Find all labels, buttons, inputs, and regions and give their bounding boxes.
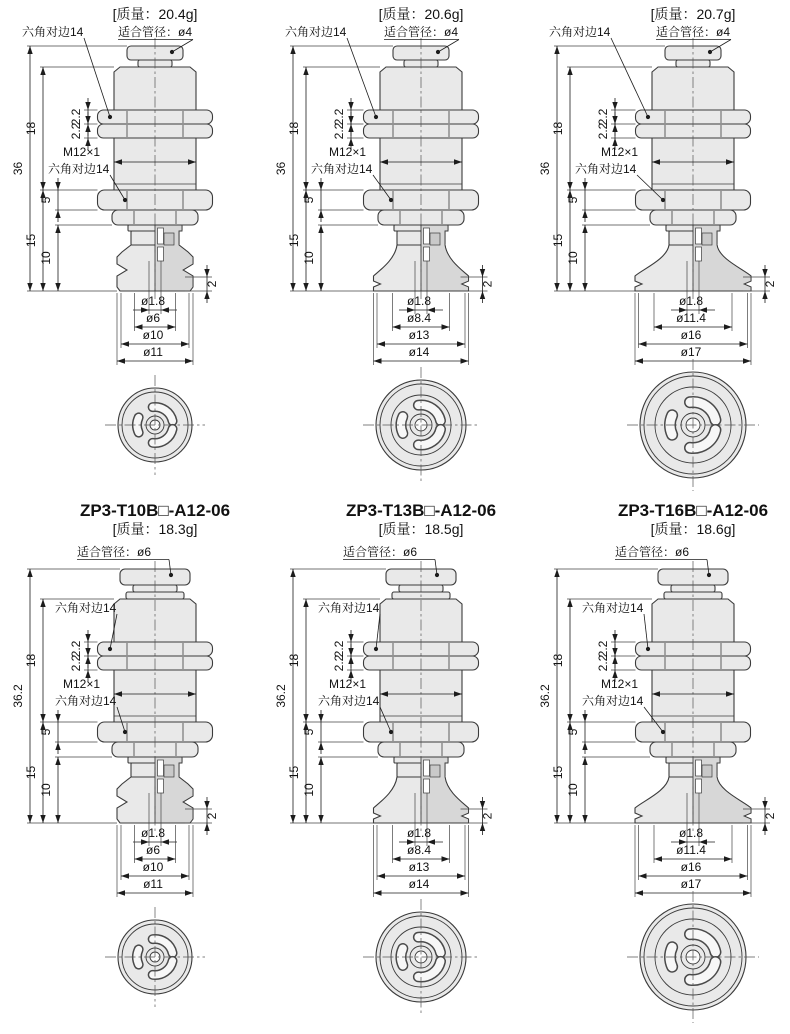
figure-top-right xyxy=(527,0,790,505)
pad-slot-inner xyxy=(137,949,139,964)
arrowhead xyxy=(612,634,617,642)
arrowhead xyxy=(303,815,308,823)
bottom-view xyxy=(627,891,759,1023)
arrowhead xyxy=(567,599,572,607)
arrowhead xyxy=(348,634,353,642)
leader-dot xyxy=(435,573,439,577)
vacuum-channel xyxy=(696,779,702,793)
arrowhead xyxy=(612,648,617,656)
lip-height-dim: 2 xyxy=(763,280,777,288)
leader-dot xyxy=(389,730,393,734)
vacuum-channel xyxy=(158,228,164,244)
hex-flats-label: 六角对边14 xyxy=(549,25,611,39)
arrowhead xyxy=(85,102,90,110)
arrowhead xyxy=(654,324,662,329)
diameter-dim: ø1.8 xyxy=(678,826,704,840)
arrowhead xyxy=(303,182,308,190)
arrowhead xyxy=(457,873,465,878)
hex-flats-label: 六角对边14 xyxy=(575,162,637,176)
diameter-dim: ø13 xyxy=(408,328,430,342)
diameter-dim: ø6 xyxy=(145,311,161,325)
arrowhead xyxy=(743,358,751,363)
arrowhead xyxy=(567,283,572,291)
arrowhead xyxy=(567,714,572,722)
arrowhead xyxy=(303,599,308,607)
arrowhead xyxy=(27,569,32,577)
side-view xyxy=(98,38,213,299)
vacuum-channel xyxy=(696,247,702,261)
hex-flats-label: 六角对边14 xyxy=(285,25,347,39)
arrowhead xyxy=(40,182,45,190)
diameter-dim: ø16 xyxy=(680,860,702,874)
arrowhead xyxy=(582,815,587,823)
arrowhead xyxy=(442,324,450,329)
arrowhead xyxy=(554,815,559,823)
body-length-dim: 18 xyxy=(287,653,301,668)
cup-length-dim: 10 xyxy=(566,251,580,265)
vacuum-channel xyxy=(424,228,430,244)
arrowhead xyxy=(181,873,189,878)
diameter-dim: ø11.4 xyxy=(676,311,706,325)
diameter-dim: ø16 xyxy=(680,328,702,342)
cup-length-dim: 10 xyxy=(39,783,53,797)
insert-block xyxy=(430,765,440,777)
bottom-view xyxy=(363,367,479,483)
diameter-dim: ø8.4 xyxy=(406,311,432,325)
diameter-dim: ø14 xyxy=(408,877,430,891)
thread-label: M12×1 xyxy=(329,677,367,691)
arrowhead xyxy=(181,341,189,346)
arrowhead xyxy=(374,890,382,895)
arrowhead xyxy=(762,269,767,277)
diameter-dim: ø1.8 xyxy=(678,294,704,308)
nut-thickness-dim: 2.2 xyxy=(69,108,83,126)
bottom-view xyxy=(627,359,759,491)
arrowhead xyxy=(612,102,617,110)
figure-top-left xyxy=(0,0,263,505)
arrowhead xyxy=(318,283,323,291)
vacuum-channel xyxy=(696,760,702,776)
side-view xyxy=(635,38,751,299)
model-title: ZP3-T13B□-A12-06 xyxy=(345,501,497,520)
lower-length-dim: 15 xyxy=(24,765,38,780)
leader-dot xyxy=(123,198,127,202)
nut-thickness-dim: 2.2 xyxy=(69,122,83,140)
leader-dot xyxy=(708,50,712,54)
hex-height-dim: 5 xyxy=(39,728,53,736)
nut-thickness-dim: 2.2 xyxy=(332,640,346,658)
hex-height-dim: 5 xyxy=(302,196,316,204)
arrowhead xyxy=(303,283,308,291)
arrowhead xyxy=(740,341,748,346)
arrowhead xyxy=(567,67,572,75)
hex-flats-label: 六角对边14 xyxy=(318,694,380,708)
arrowhead xyxy=(40,815,45,823)
arrowhead xyxy=(290,283,295,291)
model-title: ZP3-T16B□-A12-06 xyxy=(617,501,769,520)
arrowhead xyxy=(582,210,587,218)
tube-size-label: 适合管径：ø4 xyxy=(656,25,731,39)
cup-length-dim: 10 xyxy=(302,783,316,797)
diameter-dim: ø11.4 xyxy=(676,843,706,857)
thread-label: M12×1 xyxy=(601,145,639,159)
arrowhead xyxy=(85,648,90,656)
side-view xyxy=(364,38,479,299)
diameter-dim: ø14 xyxy=(408,345,430,359)
tube-size-label: 适合管径：ø6 xyxy=(343,545,418,559)
arrowhead xyxy=(27,46,32,54)
figure-drawing xyxy=(527,0,790,500)
arrowhead xyxy=(762,823,767,831)
figure-bottom-center xyxy=(263,500,526,1034)
diameter-dim: ø6 xyxy=(145,843,161,857)
arrowhead xyxy=(635,890,643,895)
arrowhead xyxy=(740,873,748,878)
arrowhead xyxy=(318,757,323,765)
arrowhead xyxy=(55,815,60,823)
figure-drawing xyxy=(263,500,526,1034)
hex-flats-label: 六角对边14 xyxy=(318,601,380,615)
arrowhead xyxy=(303,714,308,722)
thread-label: M12×1 xyxy=(601,677,639,691)
nut-thickness-dim: 2.2 xyxy=(596,122,610,140)
lower-length-dim: 15 xyxy=(287,765,301,780)
arrowhead xyxy=(377,873,385,878)
arrowhead xyxy=(318,815,323,823)
insert-block xyxy=(164,765,174,777)
mass-label: [质量：18.5g] xyxy=(378,521,464,537)
diameter-dim: ø10 xyxy=(142,328,164,342)
arrowhead xyxy=(374,358,382,363)
arrowhead xyxy=(318,742,323,750)
arrowhead xyxy=(204,269,209,277)
arrowhead xyxy=(55,714,60,722)
arrowhead xyxy=(290,815,295,823)
arrowhead xyxy=(318,714,323,722)
lip-height-dim: 2 xyxy=(763,812,777,820)
arrowhead xyxy=(457,341,465,346)
arrowhead xyxy=(348,648,353,656)
arrowhead xyxy=(762,291,767,299)
leader-dot xyxy=(661,730,665,734)
arrowhead xyxy=(121,873,129,878)
hex-flats-label: 六角对边14 xyxy=(55,694,117,708)
arrowhead xyxy=(117,358,125,363)
overall-height-dim: 36 xyxy=(538,161,552,176)
leader-dot xyxy=(436,50,440,54)
tube-size-label: 适合管径：ø4 xyxy=(384,25,459,39)
mass-label: [质量：20.7g] xyxy=(650,6,736,22)
arrowhead xyxy=(480,823,485,831)
hex-height-dim: 5 xyxy=(566,728,580,736)
nut-thickness-dim: 2.2 xyxy=(596,640,610,658)
body-length-dim: 18 xyxy=(24,121,38,136)
arrowhead xyxy=(303,67,308,75)
leader-dot xyxy=(108,647,112,651)
arrowhead xyxy=(612,116,617,124)
insert-block xyxy=(430,233,440,245)
insert-block xyxy=(702,765,712,777)
arrowhead xyxy=(635,358,643,363)
lower-length-dim: 15 xyxy=(551,765,565,780)
arrowhead xyxy=(318,182,323,190)
arrowhead xyxy=(55,742,60,750)
arrowhead xyxy=(554,283,559,291)
nut-thickness-dim: 2.2 xyxy=(596,654,610,672)
arrowhead xyxy=(348,116,353,124)
arrowhead xyxy=(27,815,32,823)
diameter-dim: ø1.8 xyxy=(406,826,432,840)
arrowhead xyxy=(185,358,193,363)
arrowhead xyxy=(85,634,90,642)
diameter-dim: ø11 xyxy=(143,877,163,891)
arrowhead xyxy=(480,291,485,299)
overall-height-dim: 36.2 xyxy=(274,684,288,708)
hex-flats-label: 六角对边14 xyxy=(22,25,84,39)
arrowhead xyxy=(204,823,209,831)
diameter-dim: ø13 xyxy=(408,860,430,874)
mass-label: [质量：20.4g] xyxy=(112,6,198,22)
arrowhead xyxy=(724,856,732,861)
arrowhead xyxy=(582,283,587,291)
arrowhead xyxy=(290,569,295,577)
arrowhead xyxy=(161,307,169,312)
arrowhead xyxy=(85,116,90,124)
arrowhead xyxy=(27,283,32,291)
leader-dot xyxy=(707,573,711,577)
arrowhead xyxy=(55,757,60,765)
figure-bottom-left xyxy=(0,500,263,1034)
arrowhead xyxy=(168,324,176,329)
arrowhead xyxy=(40,67,45,75)
arrowhead xyxy=(567,182,572,190)
hex-height-dim: 5 xyxy=(566,196,580,204)
tube-size-label: 适合管径：ø6 xyxy=(615,545,690,559)
leader-dot xyxy=(123,730,127,734)
hex-flats-label: 六角对边14 xyxy=(55,601,117,615)
figure-bottom-right xyxy=(527,500,790,1034)
leader-dot xyxy=(646,115,650,119)
leader-dot xyxy=(374,115,378,119)
leader-dot xyxy=(108,115,112,119)
arrowhead xyxy=(654,856,662,861)
thread-label: M12×1 xyxy=(63,677,101,691)
arrowhead xyxy=(204,291,209,299)
diameter-dim: ø10 xyxy=(142,860,164,874)
mass-label: [质量：18.6g] xyxy=(650,521,736,537)
hex-flats-label: 六角对边14 xyxy=(582,601,644,615)
leader-dot xyxy=(646,647,650,651)
body-length-dim: 18 xyxy=(551,121,565,136)
figure-drawing xyxy=(263,0,526,500)
arrowhead xyxy=(461,358,469,363)
arrowhead xyxy=(185,890,193,895)
arrowhead xyxy=(442,856,450,861)
nut-thickness-dim: 2.2 xyxy=(69,654,83,672)
nut-thickness-dim: 2.2 xyxy=(69,640,83,658)
nut-thickness-dim: 2.2 xyxy=(332,122,346,140)
arrowhead xyxy=(582,757,587,765)
arrowhead xyxy=(639,873,647,878)
overall-height-dim: 36.2 xyxy=(11,684,25,708)
cup-length-dim: 10 xyxy=(39,251,53,265)
arrowhead xyxy=(582,225,587,233)
arrowhead xyxy=(582,714,587,722)
vacuum-channel xyxy=(696,228,702,244)
overall-height-dim: 36 xyxy=(274,161,288,176)
arrowhead xyxy=(724,324,732,329)
figure-drawing xyxy=(0,500,263,1034)
lip-height-dim: 2 xyxy=(480,280,495,288)
thread-label: M12×1 xyxy=(63,145,101,159)
model-title: ZP3-T10B□-A12-06 xyxy=(79,501,231,520)
pad-slot-inner xyxy=(137,417,139,432)
mass-label: [质量：18.3g] xyxy=(112,521,198,537)
lower-length-dim: 15 xyxy=(24,233,38,248)
leader-dot xyxy=(661,198,665,202)
vacuum-channel xyxy=(158,760,164,776)
side-view xyxy=(364,561,479,831)
vacuum-channel xyxy=(158,247,164,261)
arrowhead xyxy=(135,856,143,861)
diameter-dim: ø17 xyxy=(680,345,702,359)
arrowhead xyxy=(40,283,45,291)
figure-top-center xyxy=(263,0,526,505)
arrowhead xyxy=(135,324,143,329)
tube-size-label: 适合管径：ø4 xyxy=(118,25,193,39)
body-length-dim: 18 xyxy=(551,653,565,668)
lip-height-dim: 2 xyxy=(205,280,219,288)
arrowhead xyxy=(55,210,60,218)
arrowhead xyxy=(743,890,751,895)
figure-drawing xyxy=(0,0,263,500)
vacuum-channel xyxy=(424,247,430,261)
arrowhead xyxy=(40,599,45,607)
bottom-view xyxy=(105,375,205,475)
tube-size-label: 适合管径：ø6 xyxy=(77,545,152,559)
arrowhead xyxy=(161,839,169,844)
nut-thickness-dim: 2.2 xyxy=(596,108,610,126)
leader-dot xyxy=(389,198,393,202)
nut-thickness-dim: 2.2 xyxy=(332,654,346,672)
arrowhead xyxy=(318,210,323,218)
overall-height-dim: 36.2 xyxy=(538,684,552,708)
diameter-dim: ø1.8 xyxy=(140,294,166,308)
arrowhead xyxy=(377,341,385,346)
leader-dot xyxy=(374,647,378,651)
arrowhead xyxy=(40,714,45,722)
nut-thickness-dim: 2.2 xyxy=(332,108,346,126)
leader-dot xyxy=(169,573,173,577)
lower-length-dim: 15 xyxy=(551,233,565,248)
diameter-dim: ø1.8 xyxy=(140,826,166,840)
arrowhead xyxy=(554,46,559,54)
insert-block xyxy=(164,233,174,245)
cup-length-dim: 10 xyxy=(302,251,316,265)
arrowhead xyxy=(117,890,125,895)
arrowhead xyxy=(461,890,469,895)
hex-flats-label: 六角对边14 xyxy=(311,162,373,176)
side-view xyxy=(635,561,751,831)
arrowhead xyxy=(567,815,572,823)
hex-flats-label: 六角对边14 xyxy=(48,162,110,176)
arrowhead xyxy=(393,856,401,861)
arrowhead xyxy=(554,569,559,577)
vacuum-channel xyxy=(424,779,430,793)
arrowhead xyxy=(121,341,129,346)
hex-height-dim: 5 xyxy=(39,196,53,204)
arrowhead xyxy=(582,182,587,190)
mass-label: [质量：20.6g] xyxy=(378,6,464,22)
arrowhead xyxy=(393,324,401,329)
diameter-dim: ø11 xyxy=(143,345,163,359)
diameter-dim: ø17 xyxy=(680,877,702,891)
leader-dot xyxy=(170,50,174,54)
arrowhead xyxy=(55,182,60,190)
arrowhead xyxy=(168,856,176,861)
overall-height-dim: 36 xyxy=(11,161,25,176)
arrowhead xyxy=(480,801,485,809)
arrowhead xyxy=(480,269,485,277)
arrowhead xyxy=(639,341,647,346)
hex-flats-label: 六角对边14 xyxy=(582,694,644,708)
insert-block xyxy=(702,233,712,245)
lip-height-dim: 2 xyxy=(480,812,495,820)
thread-label: M12×1 xyxy=(329,145,367,159)
arrowhead xyxy=(55,283,60,291)
bottom-view xyxy=(105,907,205,1007)
body-length-dim: 18 xyxy=(287,121,301,136)
arrowhead xyxy=(762,801,767,809)
vacuum-channel xyxy=(424,760,430,776)
arrowhead xyxy=(55,225,60,233)
diameter-dim: ø1.8 xyxy=(406,294,432,308)
arrowhead xyxy=(318,225,323,233)
lip-height-dim: 2 xyxy=(205,812,219,820)
arrowhead xyxy=(204,801,209,809)
bottom-view xyxy=(363,899,479,1015)
cup-length-dim: 10 xyxy=(566,783,580,797)
body-length-dim: 18 xyxy=(24,653,38,668)
diameter-dim: ø8.4 xyxy=(406,843,432,857)
arrowhead xyxy=(290,46,295,54)
hex-height-dim: 5 xyxy=(302,728,316,736)
vacuum-channel xyxy=(158,779,164,793)
figure-drawing xyxy=(527,500,790,1034)
lower-length-dim: 15 xyxy=(287,233,301,248)
arrowhead xyxy=(582,742,587,750)
arrowhead xyxy=(348,102,353,110)
